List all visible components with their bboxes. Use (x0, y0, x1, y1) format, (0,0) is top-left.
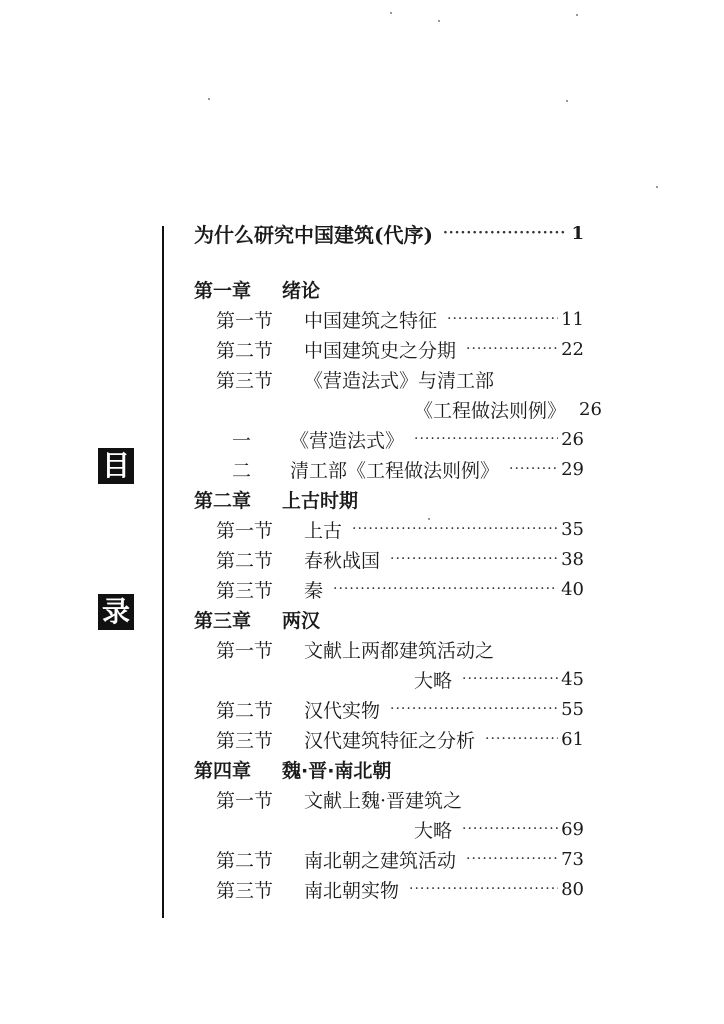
toc-section-row (194, 304, 584, 334)
toc-section-label: 第二节 (216, 699, 274, 722)
toc-chapter-label: 第二章 (194, 489, 252, 512)
toc-page-number: 73 (561, 848, 584, 870)
toc-section-row (194, 724, 584, 754)
toc-section-label: 第一节 (216, 309, 274, 332)
toc-page-number: 45 (561, 668, 584, 690)
toc-chapter-label: 第一章 (194, 279, 252, 302)
toc-chapter-title: 魏·晋·南北朝 (282, 759, 392, 782)
toc-section-label: 第一节 (216, 519, 274, 542)
scan-speck (566, 100, 568, 102)
toc-chapter-title: 上古时期 (282, 489, 359, 512)
toc-section-title: 《营造法式》与清工部 (304, 369, 495, 392)
scan-speck (208, 98, 210, 100)
toc-page-number: 11 (561, 308, 584, 330)
toc-page-number: 80 (561, 878, 584, 900)
toc-section-title: 秦 (304, 579, 324, 602)
toc-section-row (194, 874, 584, 904)
toc-section-title: 文献上魏·晋建筑之 (304, 789, 463, 812)
dot-leader (390, 551, 558, 567)
dot-leader (447, 311, 558, 327)
toc-item-row (194, 454, 584, 484)
toc-page-number: 38 (561, 548, 584, 570)
toc-chapter-label: 第三章 (194, 609, 252, 632)
toc-cont-row (304, 814, 584, 844)
toc-section-title: 南北朝实物 (304, 879, 400, 902)
toc-section-row (194, 844, 584, 874)
scan-speck (390, 12, 392, 14)
toc-chapter-title: 绪论 (282, 279, 321, 302)
scan-speck (438, 20, 440, 22)
dot-leader (409, 881, 558, 897)
toc-chapter-row (194, 754, 584, 784)
dot-leader (485, 731, 558, 747)
dot-leader (352, 521, 558, 537)
side-title-char-lu: 录 (98, 594, 134, 630)
toc-chapter-row (194, 274, 584, 304)
toc-section-title: 文献上两都建筑活动之 (304, 639, 495, 662)
toc-cont-title: 《工程做法则例》 (414, 399, 567, 422)
toc-section-title: 南北朝之建筑活动 (304, 849, 457, 872)
dot-leader (390, 701, 558, 717)
toc-section-title: 汉代实物 (304, 699, 381, 722)
dot-leader (462, 671, 558, 687)
toc-section-title: 上古 (304, 519, 343, 542)
toc-page-number: 26 (579, 398, 602, 420)
toc-page-number: 35 (561, 518, 584, 540)
dot-leader (466, 341, 558, 357)
toc-item-title: 《营造法式》 (290, 429, 405, 452)
toc-page-number: 61 (561, 728, 584, 750)
table-of-contents (194, 218, 602, 904)
toc-section-row (194, 544, 584, 574)
dot-leader (466, 851, 558, 867)
toc-item-title: 清工部《工程做法则例》 (290, 459, 500, 482)
toc-section-label: 第二节 (216, 549, 274, 572)
toc-section-title: 中国建筑史之分期 (304, 339, 457, 362)
toc-section-label: 第一节 (216, 639, 274, 662)
dot-leader (443, 225, 567, 241)
scan-speck (576, 14, 578, 16)
toc-page-number: 69 (561, 818, 584, 840)
toc-section-label: 第二节 (216, 339, 274, 362)
toc-section-label: 第三节 (216, 729, 274, 752)
dot-leader (462, 821, 558, 837)
toc-item-label: 一 (232, 429, 252, 452)
toc-item-label: 二 (232, 459, 252, 482)
toc-section-row (194, 784, 584, 814)
toc-preface-title: 为什么研究中国建筑(代序) (194, 222, 433, 247)
toc-preface-row (194, 218, 584, 248)
toc-cont-title: 大略 (414, 819, 453, 842)
dot-leader (414, 431, 558, 447)
toc-section-label: 第三节 (216, 879, 274, 902)
toc-cont-row (304, 394, 602, 424)
toc-section-title: 汉代建筑特征之分析 (304, 729, 476, 752)
toc-chapter-row (194, 484, 584, 514)
scan-speck (656, 186, 658, 188)
toc-section-label: 第二节 (216, 849, 274, 872)
toc-page-number: 55 (561, 698, 584, 720)
toc-page-number: 1 (571, 222, 584, 244)
toc-cont-row (304, 664, 584, 694)
toc-section-title: 中国建筑之特征 (304, 309, 438, 332)
toc-page-number: 26 (561, 428, 584, 450)
toc-page-number: 22 (561, 338, 584, 360)
dot-leader (509, 461, 558, 477)
toc-chapter-row (194, 604, 584, 634)
toc-chapter-title: 两汉 (282, 609, 321, 632)
toc-item-row (194, 424, 584, 454)
toc-section-row (194, 634, 584, 664)
side-title-char-mu: 目 (98, 448, 134, 484)
toc-section-row (194, 574, 584, 604)
margin-rule (162, 226, 164, 918)
toc-section-label: 第三节 (216, 579, 274, 602)
toc-section-label: 第三节 (216, 369, 274, 392)
toc-cont-title: 大略 (414, 669, 453, 692)
toc-section-title: 春秋战国 (304, 549, 381, 572)
toc-page-number: 29 (561, 458, 584, 480)
dot-leader (333, 581, 558, 597)
toc-section-label: 第一节 (216, 789, 274, 812)
toc-section-row (194, 694, 584, 724)
toc-section-row (194, 334, 584, 364)
toc-section-row (194, 364, 584, 394)
toc-chapter-label: 第四章 (194, 759, 252, 782)
toc-section-row (194, 514, 584, 544)
toc-page-number: 40 (561, 578, 584, 600)
